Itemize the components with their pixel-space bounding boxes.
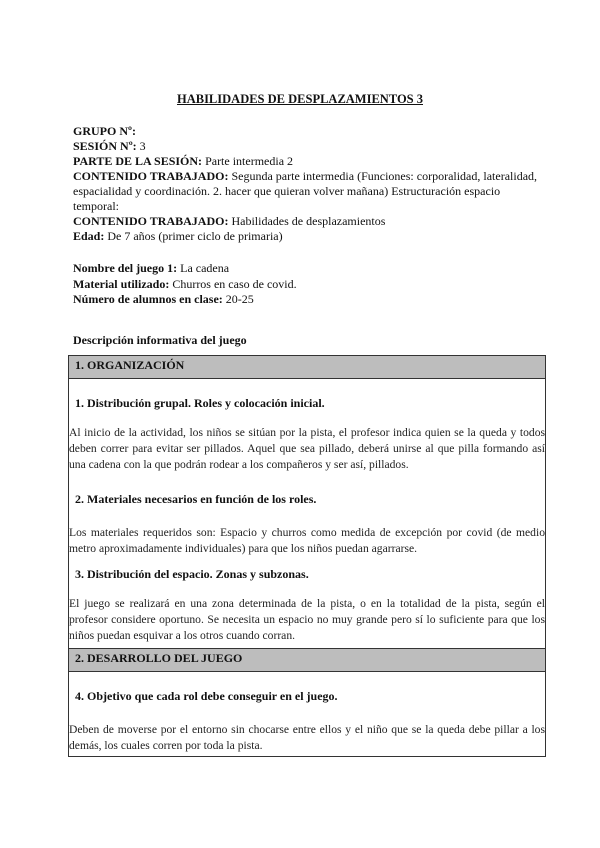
material-label: Material utilizado:	[73, 276, 170, 291]
description-heading: Descripción informativa del juego	[73, 333, 247, 347]
paragraph-objetivo: Deben de moverse por el entorno sin chocarse entre ellos y el niño que se la queda debe pillar a los demás, los cuales corren por toda la pista.	[69, 723, 545, 752]
grupo-label: GRUPO Nº:	[73, 124, 136, 138]
parte-value: Parte intermedia 2	[202, 154, 294, 168]
description-table	[68, 355, 546, 757]
sesion-label: SESIÓN Nº:	[73, 139, 137, 153]
contenido-value-1: Segunda parte intermedia (Funciones: corporalidad, lateralidad, espacialidad y coordinación. 2. hacer que quieran volver mañana) Estructuración espacio temporal:	[73, 169, 538, 213]
game-info	[73, 261, 297, 308]
nombre-line	[73, 261, 297, 277]
header-info	[73, 124, 543, 244]
edad-label: Edad:	[73, 229, 105, 243]
desarrollo-header: 2. DESARROLLO DEL JUEGO	[69, 649, 546, 672]
document-title: HABILIDADES DE DESPLAZAMIENTOS 3	[176, 92, 423, 106]
alumnos-label: Número de alumnos en clase:	[73, 292, 223, 306]
organizacion-body	[69, 379, 546, 649]
sesion-line	[73, 139, 543, 154]
subheading-espacio: 3. Distribución del espacio. Zonas y subzonas.	[75, 567, 309, 581]
paragraph-distribucion-grupal: Al inicio de la actividad, los niños se sitúan por la pista, el profesor indica quien se la queda y todos deben correr para evitar ser pillados. Aquel que sea pillado, deberá unirse al que pilla formando así una cadena con la que podrán rodear a los compañeros y ser así, pillados.	[69, 426, 545, 471]
organizacion-header: 1. ORGANIZACIÓN	[69, 356, 546, 379]
subheading-objetivo: 4. Objetivo que cada rol debe conseguir en el juego.	[75, 689, 338, 703]
sesion-value: 3	[136, 139, 146, 153]
contenido-value-2: Habilidades de desplazamientos	[228, 214, 386, 228]
nombre-value: La cadena	[177, 261, 230, 275]
grupo-line	[73, 124, 543, 139]
paragraph-materiales: Los materiales requeridos son: Espacio y churros como medida de excepción por covid (de medio metro aproximadamente individuales) para que los niños puedan agarrarse.	[69, 526, 545, 555]
contenido-line-1	[73, 169, 543, 214]
parte-label: PARTE DE LA SESIÓN:	[73, 154, 203, 168]
contenido-line-2	[73, 214, 543, 229]
contenido-label-1: CONTENIDO TRABAJADO:	[73, 169, 229, 183]
subheading-distribucion-grupal: 1. Distribución grupal. Roles y colocación inicial.	[75, 396, 325, 410]
paragraph-espacio: El juego se realizará en una zona determinada de la pista, o en la totalidad de la pista, según el profesor considere oportuno. Se necesita un espacio no muy grande pero sí lo suficiente para que los niños puedan esquivar a los otros cuando corran.	[69, 597, 545, 642]
nombre-label: Nombre del juego 1:	[73, 261, 178, 275]
desarrollo-body	[69, 672, 546, 757]
alumnos-value: 20-25	[222, 292, 254, 306]
edad-value: De 7 años (primer ciclo de primaria)	[104, 229, 283, 243]
edad-line	[73, 229, 543, 244]
subheading-materiales: 2. Materiales necesarios en función de los roles.	[75, 492, 317, 506]
material-value: Churros en caso de covid.	[169, 276, 297, 291]
parte-line	[73, 154, 543, 169]
material-line	[73, 277, 297, 293]
contenido-label-2: CONTENIDO TRABAJADO:	[73, 214, 229, 228]
alumnos-line	[73, 292, 297, 308]
